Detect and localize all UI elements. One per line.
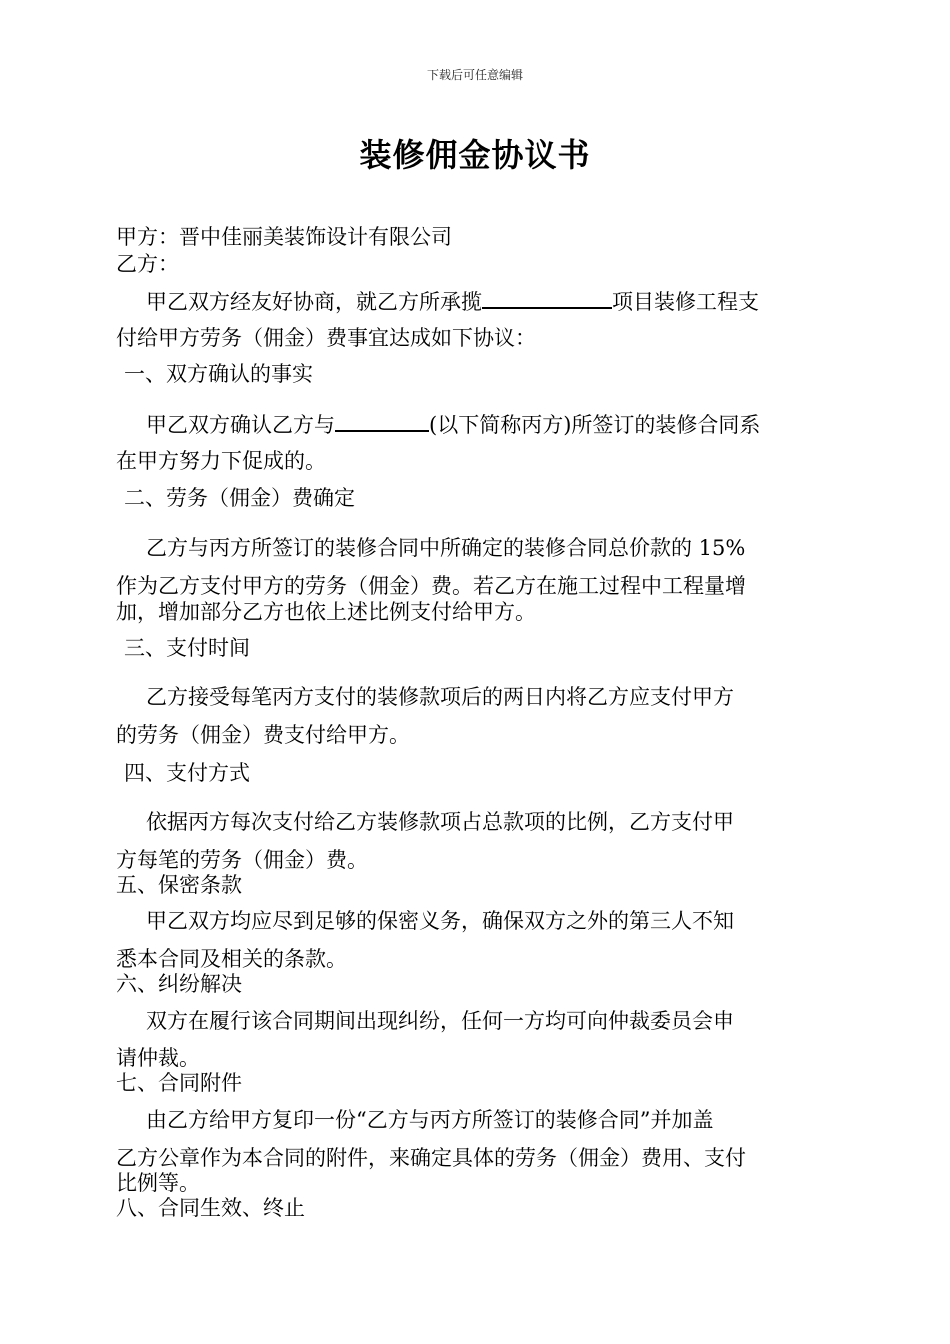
intro-text: 甲乙双方经友好协商，就乙方所承揽 [146,290,482,314]
section-3-line-1: 乙方接受每笔丙方支付的装修款项后的两日内将乙方应支付甲方 [146,685,734,709]
section-6-line-1: 双方在履行该合同期间出现纠纷，任何一方均可向仲裁委员会申 [146,1009,734,1033]
section-7-line-2: 乙方公章作为本合同的附件，来确定具体的劳务（佣金）费用、支付 [116,1146,746,1170]
section-7-heading: 七、合同附件 [116,1071,242,1095]
intro-line-2: 付给甲方劳务（佣金）费事宜达成如下协议： [116,326,536,350]
party-a: 甲方：晋中佳丽美装饰设计有限公司 [116,225,452,249]
section-2-line-3: 加，增加部分乙方也依上述比例支付给甲方。 [116,600,536,624]
section-2-line-1: 乙方与丙方所签订的装修合同中所确定的装修合同总价款的 15% [146,536,746,560]
section-7-line-1: 由乙方给甲方复印一份“乙方与丙方所签订的装修合同”并加盖 [146,1108,714,1132]
section-6-heading: 六、纠纷解决 [116,972,242,996]
section-3-heading: 三、支付时间 [124,636,250,660]
section-4-line-2: 方每笔的劳务（佣金）费。 [116,848,368,872]
intro-line-1 [146,287,759,315]
page-header: 下载后可任意编辑 [426,68,523,82]
document-title: 装修佣金协议书 [359,136,591,174]
intro-text-cont: 项目装修工程支 [612,290,759,314]
section-2-line-2: 作为乙方支付甲方的劳务（佣金）费。若乙方在施工过程中工程量增 [116,574,746,598]
section-7-line-3: 比例等。 [116,1171,200,1195]
section-1-heading: 一、双方确认的事实 [124,362,313,386]
section-4-line-1: 依据丙方每次支付给乙方装修款项占总款项的比例，乙方支付甲 [146,810,734,834]
section-5-heading: 五、保密条款 [116,873,242,897]
section-5-line-2: 悉本合同及相关的条款。 [116,947,347,971]
section-8-heading: 八、合同生效、终止 [116,1196,305,1220]
section-3-line-2: 的劳务（佣金）费支付给甲方。 [116,723,410,747]
section-5-line-1: 甲乙双方均应尽到足够的保密义务，确保双方之外的第三人不知 [146,909,734,933]
section-1-line-2: 在甲方努力下促成的。 [116,449,326,473]
section-1-text: 甲乙双方确认乙方与 [146,413,335,437]
party-c-name-blank[interactable] [335,410,429,432]
project-name-blank[interactable] [482,287,612,309]
section-2-heading: 二、劳务（佣金）费确定 [124,486,355,510]
party-b: 乙方： [116,252,179,276]
section-1-line-1 [146,410,760,438]
section-1-text-cont: (以下简称丙方)所签订的装修合同系 [429,413,761,437]
section-4-heading: 四、支付方式 [124,761,250,785]
section-6-line-2: 请仲裁。 [116,1046,200,1070]
